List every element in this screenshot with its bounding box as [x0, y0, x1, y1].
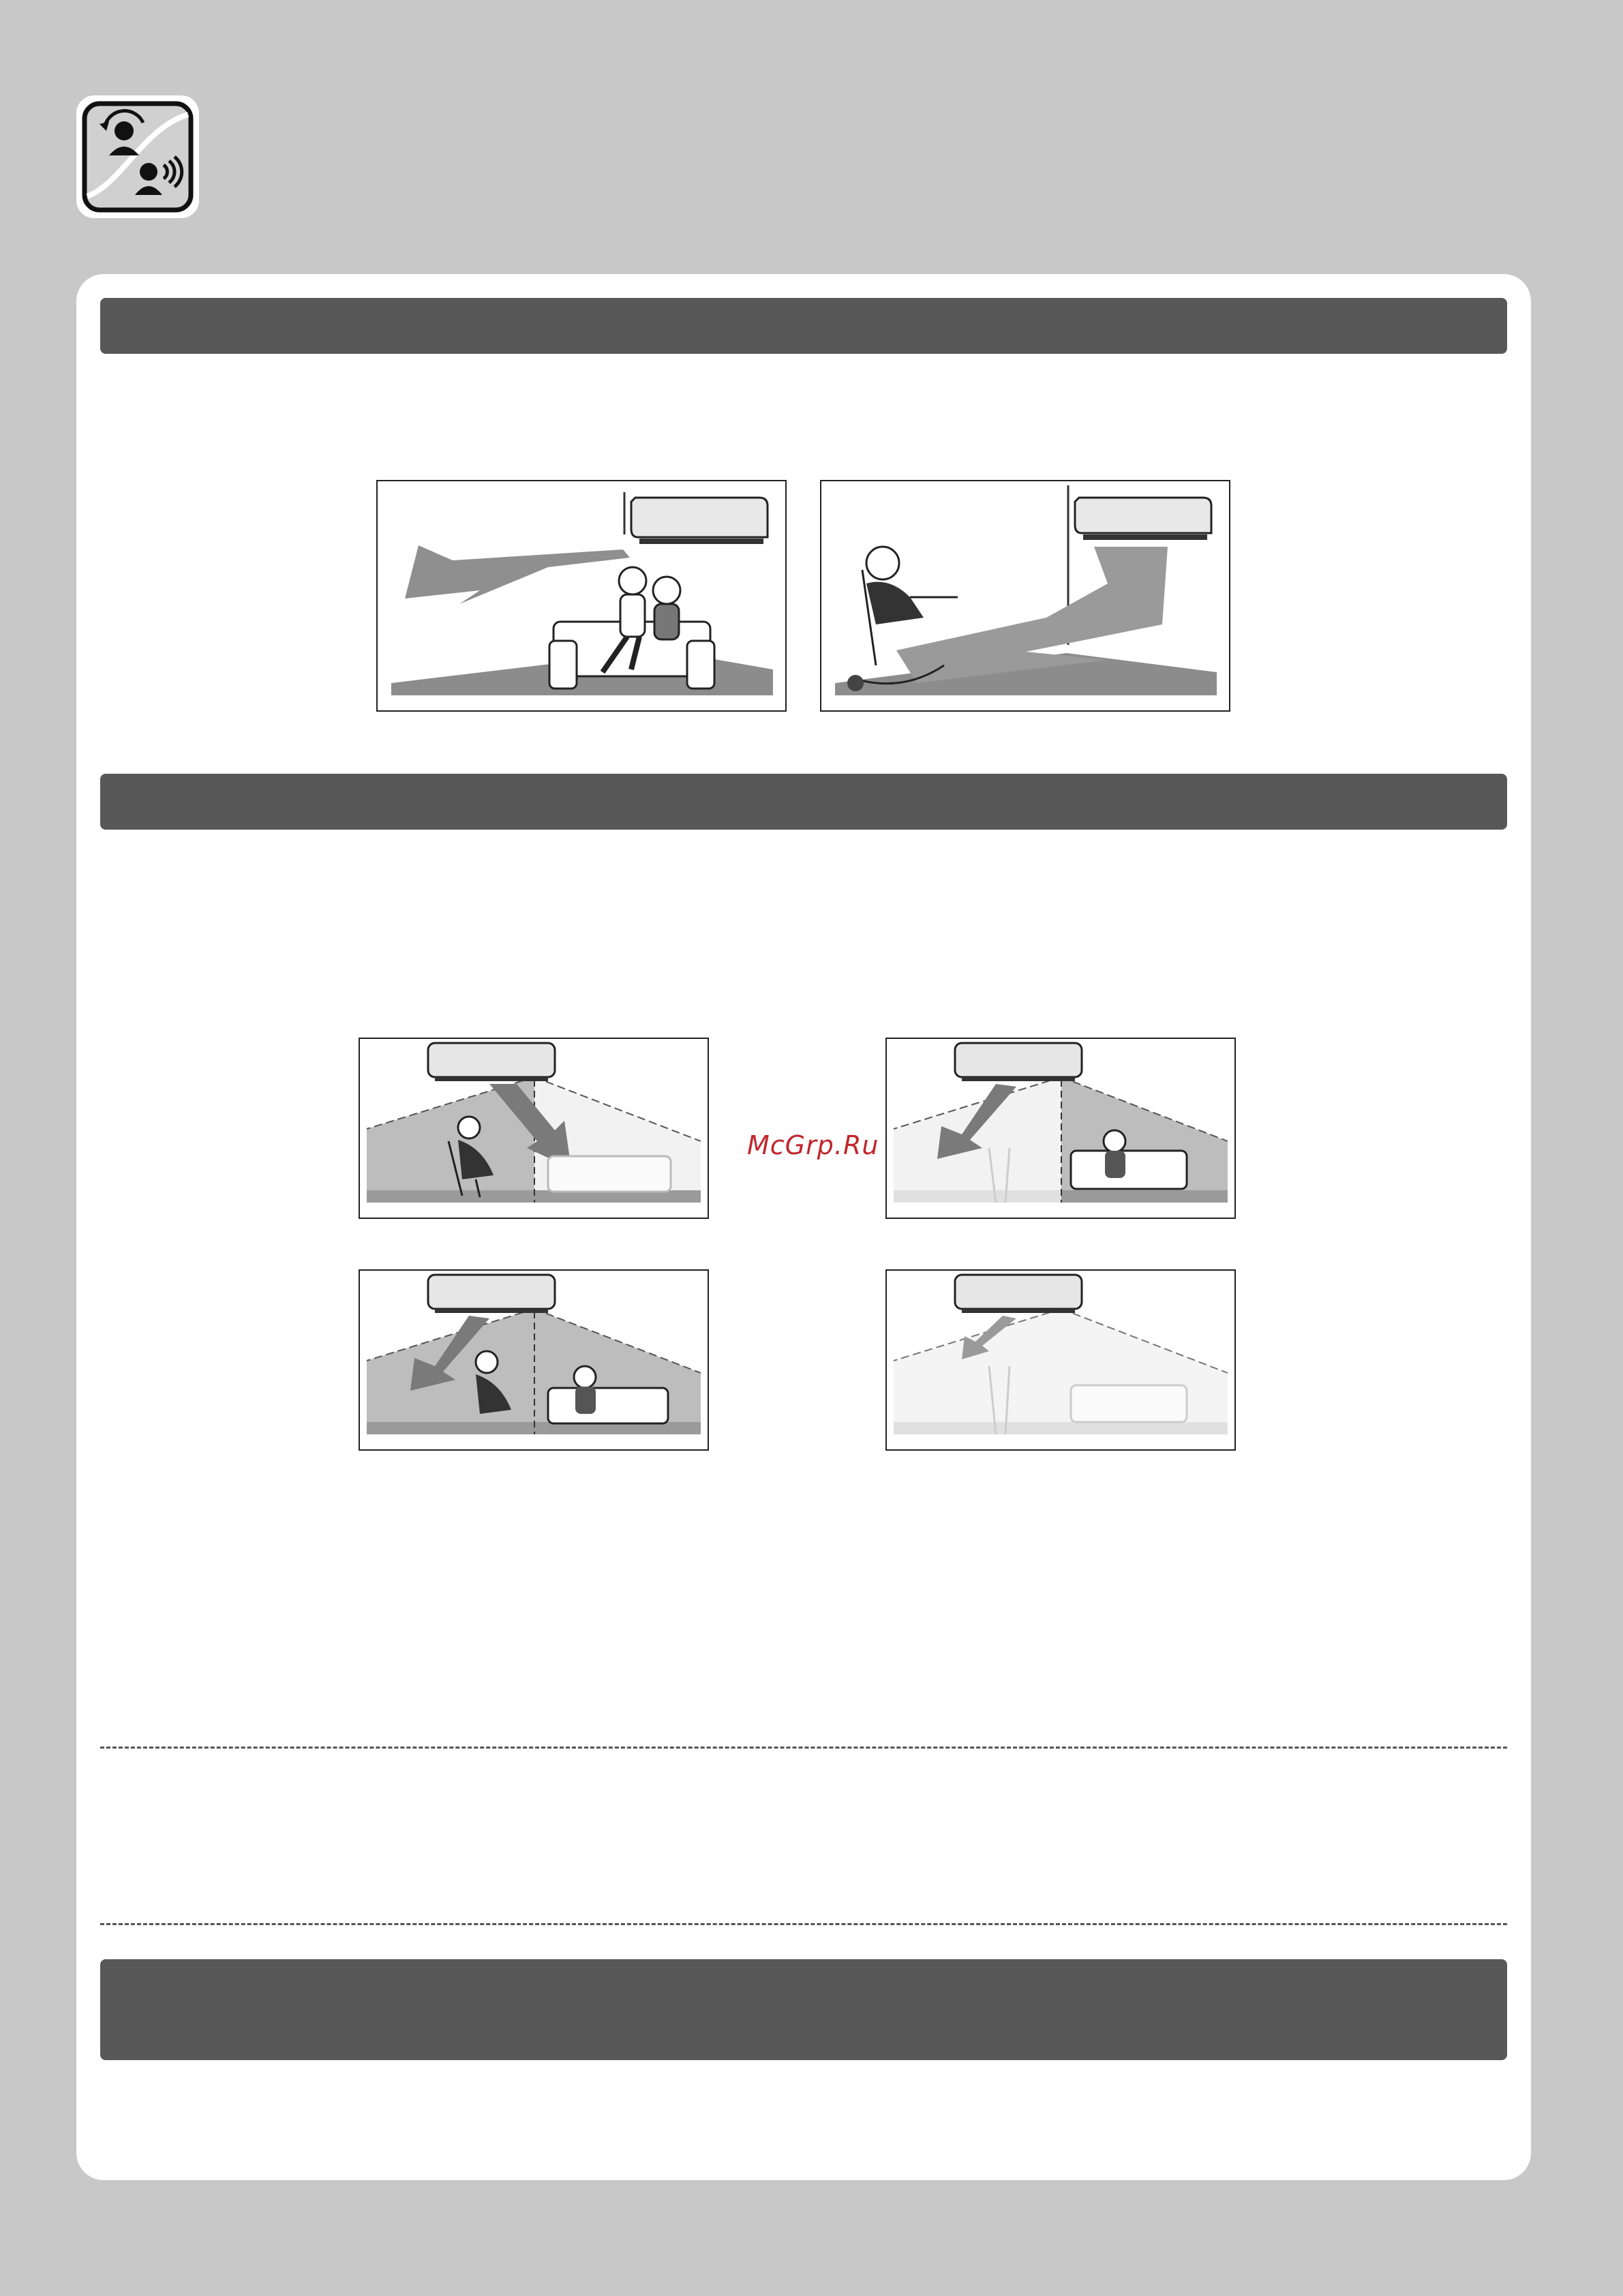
content-panel	[76, 274, 1531, 2180]
function-badge	[76, 95, 199, 218]
section-header-bar-1	[100, 298, 1507, 354]
watermark: McGrp.Ru	[747, 1130, 879, 1160]
airflow-to-left-person-illustration	[359, 1038, 709, 1219]
section-header-bar-2	[100, 774, 1507, 830]
wall-ac-unit-icon	[631, 498, 768, 544]
grandma-rocking-chair-airflow-illustration	[820, 480, 1230, 712]
wall-ac-unit-icon	[955, 1043, 1082, 1081]
dashed-divider-bottom	[100, 1923, 1507, 1925]
dashed-divider-top	[100, 1747, 1507, 1749]
wall-ac-unit-icon	[1075, 498, 1211, 540]
airflow-no-person-illustration	[885, 1269, 1236, 1451]
section-header-bar-3	[100, 1959, 1507, 2060]
airflow-to-both-persons-illustration	[359, 1269, 709, 1451]
wall-ac-unit-icon	[955, 1275, 1082, 1313]
airflow-to-right-person-illustration	[885, 1038, 1236, 1219]
wall-ac-unit-icon	[428, 1275, 555, 1313]
couple-on-sofa-airflow-illustration	[376, 480, 787, 712]
person-rotate-and-sound-icon	[82, 101, 194, 213]
wall-ac-unit-icon	[428, 1043, 555, 1081]
